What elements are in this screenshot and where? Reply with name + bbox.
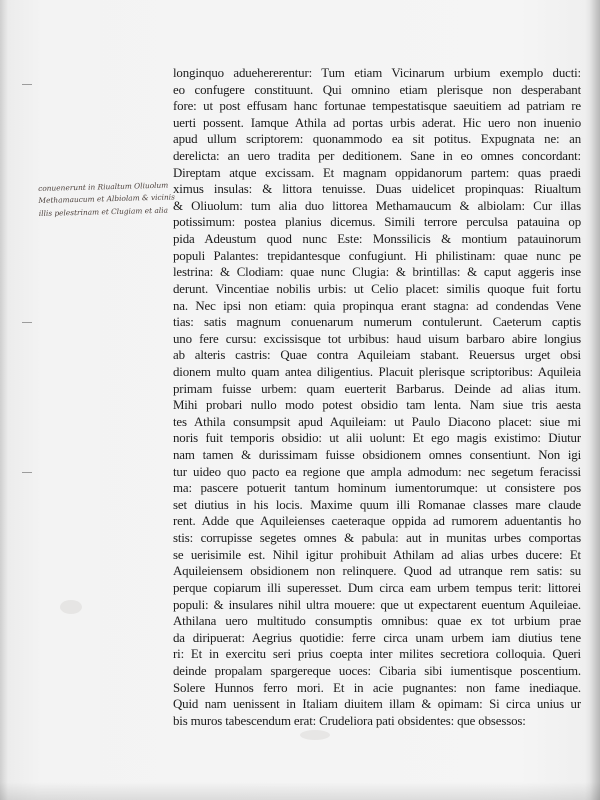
margin-ink-mark (22, 80, 32, 85)
text-line: Solere Hunnos ferro mori. Et in acie pugnantes: non fame inediaque. (173, 680, 581, 695)
text-line: nam tamen & durissimam fuisse obsidionem omnes consentiunt. Non igi (173, 448, 581, 463)
text-line: primam fuisse urbem: quam euerterit Barbarus. Deinde ad alias itum. (173, 381, 581, 396)
text-line: na. Nec ipsi non etiam: quia propinqua erant stagna: ad condendas Vene (173, 298, 581, 313)
text-line: eo confugere constituunt. Qui omnino etiam plerisque non desperabant (173, 82, 581, 97)
text-line: stis: corrupisse segetes omnes & pabula: aut in munitas urbes comportas (173, 531, 581, 546)
text-line: potissimum: postea planius dicemus. Simili terrore perculsa patauina op (173, 215, 581, 230)
main-text-block (173, 65, 581, 729)
paper-spot (300, 730, 330, 740)
text-line: noris fuit temporis obsidio: ut alii uolunt: Et ego magis existimo: Diutur (173, 431, 581, 446)
text-line: derelicta: an uero tradita per deditionem. Sane in eo omnes concordant: (173, 149, 581, 164)
page-edge-shadow (590, 0, 600, 800)
page-bottom-shadow (0, 782, 600, 800)
text-line: & Oliuolum: tum alia duo littorea Methamaucum & albiolam: Cur illas (173, 198, 581, 213)
text-line: deinde propalam spargereque uoces: Cibaria sibi iumentisque poscentium. (173, 663, 581, 678)
margin-ink-mark (22, 318, 32, 323)
text-line: longinquo aduehererentur: Tum etiam Vicinarum urbium exemplo ducti: (173, 66, 581, 80)
paper-spot (60, 600, 82, 614)
margin-annotation (38, 180, 176, 221)
margin-ink-mark (22, 468, 32, 473)
text-line: set diutius in his locis. Maxime quum illi Romanae classes mare claude (173, 497, 581, 512)
text-line: se uerisimile est. Nihil igitur prohibuit Athilam ad alias urbes ducere: Et (173, 547, 581, 562)
annotation-line: conuenerunt in Riualtum Oliuolum (38, 180, 169, 193)
text-line: fore: ut post effusam hanc fortunae tempestatisque saeuitiem ad patriam re (173, 99, 581, 114)
text-line: ma: pascere potuerit tantum hominum iumentorumque: ut consistere pos (173, 481, 581, 496)
text-line: tias: satis magnum conuenarum numerum contulerunt. Caeterum captis (173, 315, 581, 330)
text-line: rent. Adde que Aquileienses caeteraque oppida ad rumorem aduentantis ho (173, 514, 581, 529)
text-line: populi Palantes: trepidantesque confugiunt. Hi philistinam: quae nunc pe (173, 248, 581, 263)
annotation-line: illis pelestrinam et Clugiam et alia (38, 205, 169, 218)
text-line: pida Adeustum quod nunc Este: Monssilicis & montium patauinorum (173, 232, 581, 247)
text-line: populi: & insulares nihil ultra mouere: que ut expectarent euentum Aquileiae. (173, 597, 581, 612)
text-line: dionem multo quam antea diligentius. Placuit plerisque scriptoribus: Aquileia (173, 364, 581, 379)
text-line: lestrina: & Clodiam: quae nunc Clugia: & brintillas: & caput aggeris inse (173, 265, 581, 280)
text-line: uno fere cursu: excissisque tot urbibus: haud uisum barbaro abire longius (173, 331, 581, 346)
text-line: apud ullum scriptorem: quonammodo ea sit potitus. Expugnata ne: an (173, 132, 581, 147)
text-line: ri: Et in exercitu seri prius coepta inter milites secretiora colloquia. Queri (173, 647, 581, 662)
text-line: derunt. Vincentiae nobilis urbis: ut Celio placet: similis quoque fuit fortu (173, 281, 581, 296)
text-line: Aquileiensem obsidionem non relinquere. Quod ad utranque rem satis: su (173, 564, 581, 579)
text-line: tur uideo quo pacto ea regione que ampla admodum: nec segetum feracissi (173, 464, 581, 479)
text-line: Quid nam uenissent in Italiam diuitem illam & opimam: Si circa unius ur (173, 697, 581, 712)
text-line: perque copiarum illi superesset. Dum circa eam urbem tempus terit: littorei (173, 580, 581, 595)
text-line: uerti possent. Iamque Athila ad portas urbis aderat. Hic uero non inuenio (173, 115, 581, 130)
text-line: Athilana uero multitudo consumptis omnibus: quae ex tot urbium prae (173, 614, 581, 629)
text-line: Direptam atque excissam. Et magnam oppidanorum partem: quas praedi (173, 165, 581, 180)
text-line: tes Athila consumpsit apud Aquileiam: ut Paulo Diacono placet: siue mi (173, 414, 581, 429)
text-line: ximus insulas: & littora tenuisse. Duas uidelicet propinquas: Riualtum (173, 182, 581, 197)
annotation-line: Methamaucum et Albiolam & vicinis (38, 192, 176, 206)
text-line: da diripuerat: Aegrius quotidie: ferre circa unam urbem iam diutius tene (173, 630, 581, 645)
text-line: bis muros tabescendum erat: Crudeliora pati obsidentes: que obsessos: (173, 713, 526, 728)
text-line: Mihi probari nullo modo potest obsidio tam lenta. Nam siue tris aesta (173, 398, 581, 413)
text-line: ab alteris castris: Quae contra Aquileiam stabant. Reuersus urget obsi (173, 348, 581, 363)
